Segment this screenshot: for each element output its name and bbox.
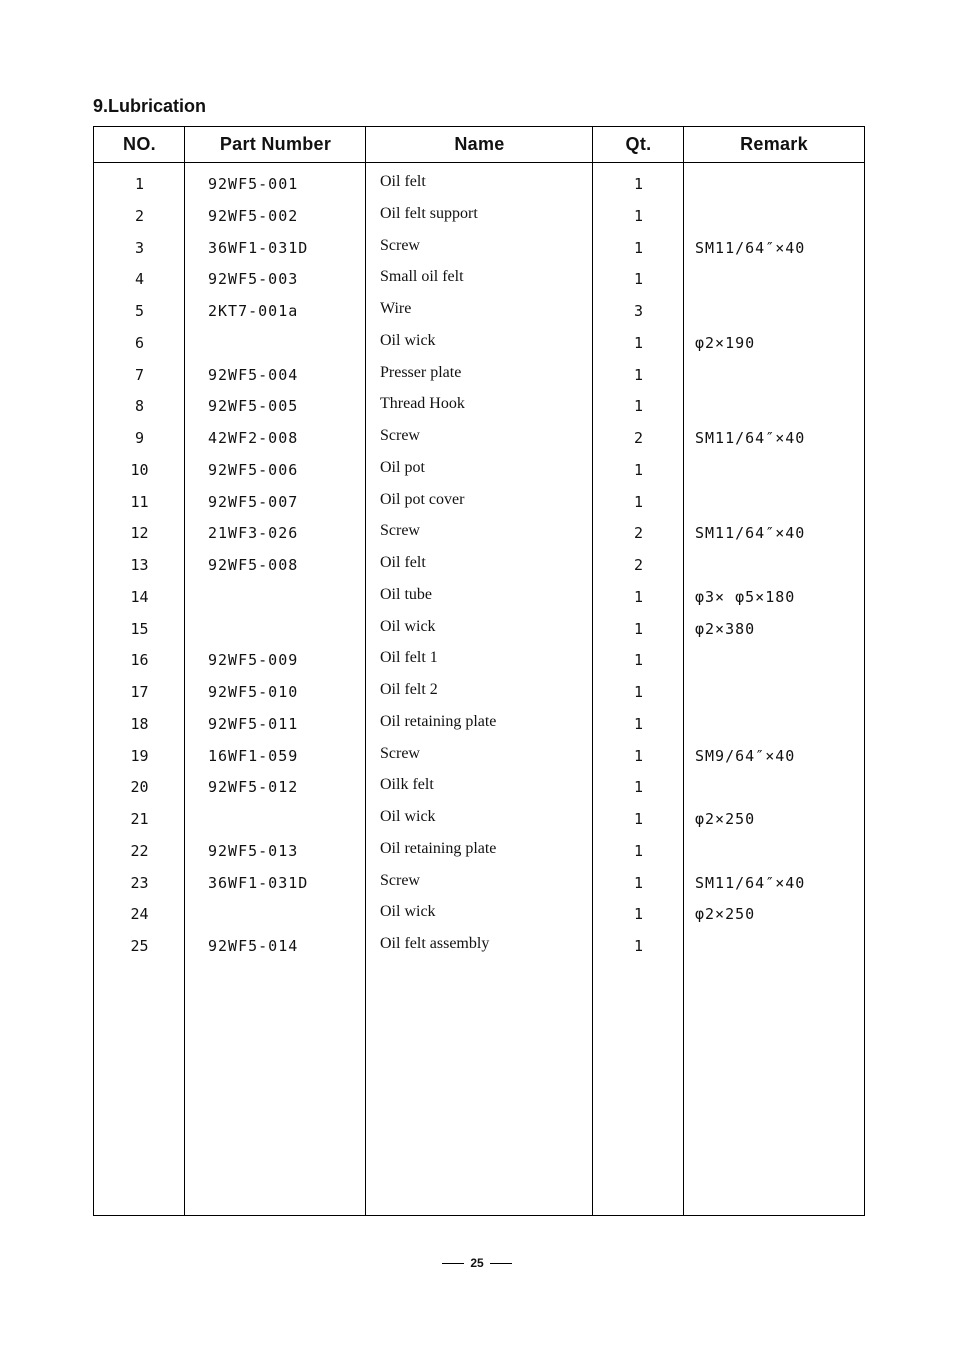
row-name: Oil wick bbox=[380, 903, 436, 921]
row-qty: 1 bbox=[633, 238, 644, 257]
table-row bbox=[94, 296, 864, 328]
row-qty: 1 bbox=[633, 651, 644, 670]
row-qty: 1 bbox=[633, 365, 644, 384]
row-remark: φ2×190 bbox=[695, 333, 756, 352]
row-name: Oil retaining plate bbox=[380, 712, 497, 730]
table-row bbox=[94, 709, 864, 741]
row-name: Wire bbox=[380, 300, 412, 317]
header-part-number: Part Number bbox=[219, 134, 332, 154]
row-qty: 1 bbox=[633, 492, 644, 511]
row-qty: 1 bbox=[633, 905, 644, 924]
row-no: 23 bbox=[130, 873, 149, 892]
footer-dash bbox=[490, 1263, 512, 1264]
table-row bbox=[94, 423, 864, 455]
row-no: 25 bbox=[130, 937, 149, 955]
row-qty: 1 bbox=[633, 397, 644, 416]
table-row bbox=[94, 264, 864, 296]
row-no: 2 bbox=[134, 206, 145, 225]
row-qty: 1 bbox=[633, 460, 644, 479]
row-part-number: 92WF5-003 bbox=[208, 270, 299, 289]
table-row bbox=[94, 360, 864, 392]
row-name: Small oil felt bbox=[380, 268, 464, 286]
header-qty: Qt. bbox=[625, 134, 652, 154]
row-name: Oil felt assembly bbox=[380, 935, 490, 952]
row-no: 17 bbox=[130, 683, 149, 701]
row-remark: φ2×250 bbox=[695, 905, 756, 924]
row-no: 3 bbox=[134, 238, 145, 257]
section-title: 9.Lubrication bbox=[93, 96, 207, 116]
row-no: 14 bbox=[130, 587, 149, 606]
row-no: 21 bbox=[130, 810, 149, 828]
table-row bbox=[94, 328, 864, 360]
row-qty: 1 bbox=[633, 746, 644, 765]
row-part-number: 21WF3-026 bbox=[208, 524, 299, 543]
row-qty: 2 bbox=[633, 556, 644, 574]
row-part-number: 16WF1-059 bbox=[208, 746, 299, 765]
row-name: Screw bbox=[380, 427, 420, 444]
row-part-number: 42WF2-008 bbox=[208, 429, 299, 447]
table-row bbox=[94, 645, 864, 677]
row-name: Screw bbox=[380, 236, 420, 254]
header-remark: Remark bbox=[740, 134, 808, 154]
header-divider bbox=[94, 162, 864, 163]
row-no: 24 bbox=[130, 905, 149, 924]
row-part-number: 92WF5-009 bbox=[208, 651, 299, 670]
row-no: 5 bbox=[134, 302, 145, 320]
row-remark: SM11/64″×40 bbox=[695, 238, 806, 257]
row-qty: 1 bbox=[633, 937, 644, 955]
row-qty: 1 bbox=[633, 841, 644, 860]
row-part-number: 92WF5-007 bbox=[208, 492, 299, 511]
table-row bbox=[94, 899, 864, 931]
row-no: 12 bbox=[130, 524, 149, 543]
row-qty: 1 bbox=[633, 778, 644, 797]
row-no: 16 bbox=[130, 651, 149, 670]
row-name: Oil retaining plate bbox=[380, 839, 497, 857]
footer-dash bbox=[442, 1263, 464, 1264]
table-body bbox=[94, 169, 864, 963]
row-no: 13 bbox=[130, 556, 149, 574]
row-remark: SM11/64″×40 bbox=[695, 524, 806, 543]
page-footer bbox=[0, 1256, 954, 1270]
table-row bbox=[94, 518, 864, 550]
table-row bbox=[94, 233, 864, 265]
row-qty: 1 bbox=[633, 873, 644, 892]
row-part-number: 92WF5-011 bbox=[208, 714, 299, 733]
row-no: 20 bbox=[130, 778, 149, 797]
row-remark: SM11/64″×40 bbox=[695, 429, 806, 447]
table-row bbox=[94, 804, 864, 836]
row-qty: 2 bbox=[633, 429, 644, 447]
row-part-number: 92WF5-012 bbox=[208, 778, 299, 797]
row-qty: 1 bbox=[633, 333, 644, 352]
table-row bbox=[94, 391, 864, 423]
row-remark: φ2×250 bbox=[695, 810, 756, 828]
row-remark: φ3× φ5×180 bbox=[695, 587, 796, 606]
row-no: 1 bbox=[134, 175, 145, 193]
row-part-number: 36WF1-031D bbox=[208, 873, 309, 892]
row-no: 11 bbox=[130, 492, 149, 511]
row-no: 9 bbox=[134, 429, 145, 447]
row-part-number: 92WF5-010 bbox=[208, 683, 299, 701]
row-name: Screw bbox=[380, 744, 420, 762]
row-qty: 1 bbox=[633, 683, 644, 701]
row-part-number: 2KT7-001a bbox=[208, 302, 299, 320]
row-name: Screw bbox=[380, 522, 420, 540]
row-part-number: 92WF5-002 bbox=[208, 206, 299, 225]
row-name: Presser plate bbox=[380, 363, 462, 381]
row-name: Oil wick bbox=[380, 331, 436, 349]
table-row bbox=[94, 201, 864, 233]
row-no: 6 bbox=[134, 333, 145, 352]
row-part-number: 92WF5-004 bbox=[208, 365, 299, 384]
row-qty: 1 bbox=[633, 206, 644, 225]
row-part-number: 36WF1-031D bbox=[208, 238, 309, 257]
row-qty: 1 bbox=[633, 587, 644, 606]
row-qty: 1 bbox=[633, 714, 644, 733]
row-no: 4 bbox=[134, 270, 145, 289]
table-row bbox=[94, 487, 864, 519]
row-qty: 2 bbox=[633, 524, 644, 543]
row-name: Oil wick bbox=[380, 617, 436, 635]
header-no: NO. bbox=[123, 134, 156, 154]
parts-table bbox=[93, 126, 865, 1216]
table-row bbox=[94, 868, 864, 900]
row-name: Screw bbox=[380, 871, 420, 889]
row-qty: 1 bbox=[633, 270, 644, 289]
row-remark: SM9/64″×40 bbox=[695, 746, 796, 765]
row-no: 19 bbox=[130, 746, 149, 765]
row-qty: 1 bbox=[633, 810, 644, 828]
header-name: Name bbox=[454, 134, 505, 154]
row-name: Oil felt 1 bbox=[380, 649, 438, 667]
row-name: Oil felt 2 bbox=[380, 681, 438, 698]
row-part-number: 92WF5-014 bbox=[208, 937, 299, 955]
row-qty: 3 bbox=[633, 302, 644, 320]
row-no: 10 bbox=[130, 460, 149, 479]
table-row bbox=[94, 677, 864, 709]
table-row bbox=[94, 772, 864, 804]
row-part-number: 92WF5-005 bbox=[208, 397, 299, 416]
row-name: Oilk felt bbox=[380, 776, 434, 794]
table-row bbox=[94, 741, 864, 773]
row-no: 7 bbox=[134, 365, 145, 384]
row-name: Oil felt support bbox=[380, 204, 478, 222]
row-no: 8 bbox=[134, 397, 145, 416]
table-row bbox=[94, 614, 864, 646]
table-row bbox=[94, 582, 864, 614]
row-name: Thread Hook bbox=[380, 395, 465, 413]
row-name: Oil wick bbox=[380, 808, 436, 825]
table-row bbox=[94, 455, 864, 487]
row-no: 15 bbox=[130, 619, 149, 638]
row-name: Oil pot cover bbox=[380, 490, 465, 508]
row-qty: 1 bbox=[633, 619, 644, 638]
row-qty: 1 bbox=[633, 175, 644, 193]
row-name: Oil felt bbox=[380, 554, 426, 571]
row-part-number: 92WF5-001 bbox=[208, 175, 299, 193]
row-name: Oil felt bbox=[380, 173, 426, 190]
row-name: Oil pot bbox=[380, 458, 425, 476]
table-row bbox=[94, 836, 864, 868]
row-remark: SM11/64″×40 bbox=[695, 873, 806, 892]
row-no: 18 bbox=[130, 714, 149, 733]
row-part-number: 92WF5-013 bbox=[208, 841, 299, 860]
row-remark: φ2×380 bbox=[695, 619, 756, 638]
row-no: 22 bbox=[130, 841, 149, 860]
row-part-number: 92WF5-006 bbox=[208, 460, 299, 479]
table-row bbox=[94, 550, 864, 582]
row-part-number: 92WF5-008 bbox=[208, 556, 299, 574]
row-name: Oil tube bbox=[380, 585, 432, 603]
table-row bbox=[94, 169, 864, 201]
page-number: 25 bbox=[470, 1256, 484, 1270]
table-row bbox=[94, 931, 864, 963]
